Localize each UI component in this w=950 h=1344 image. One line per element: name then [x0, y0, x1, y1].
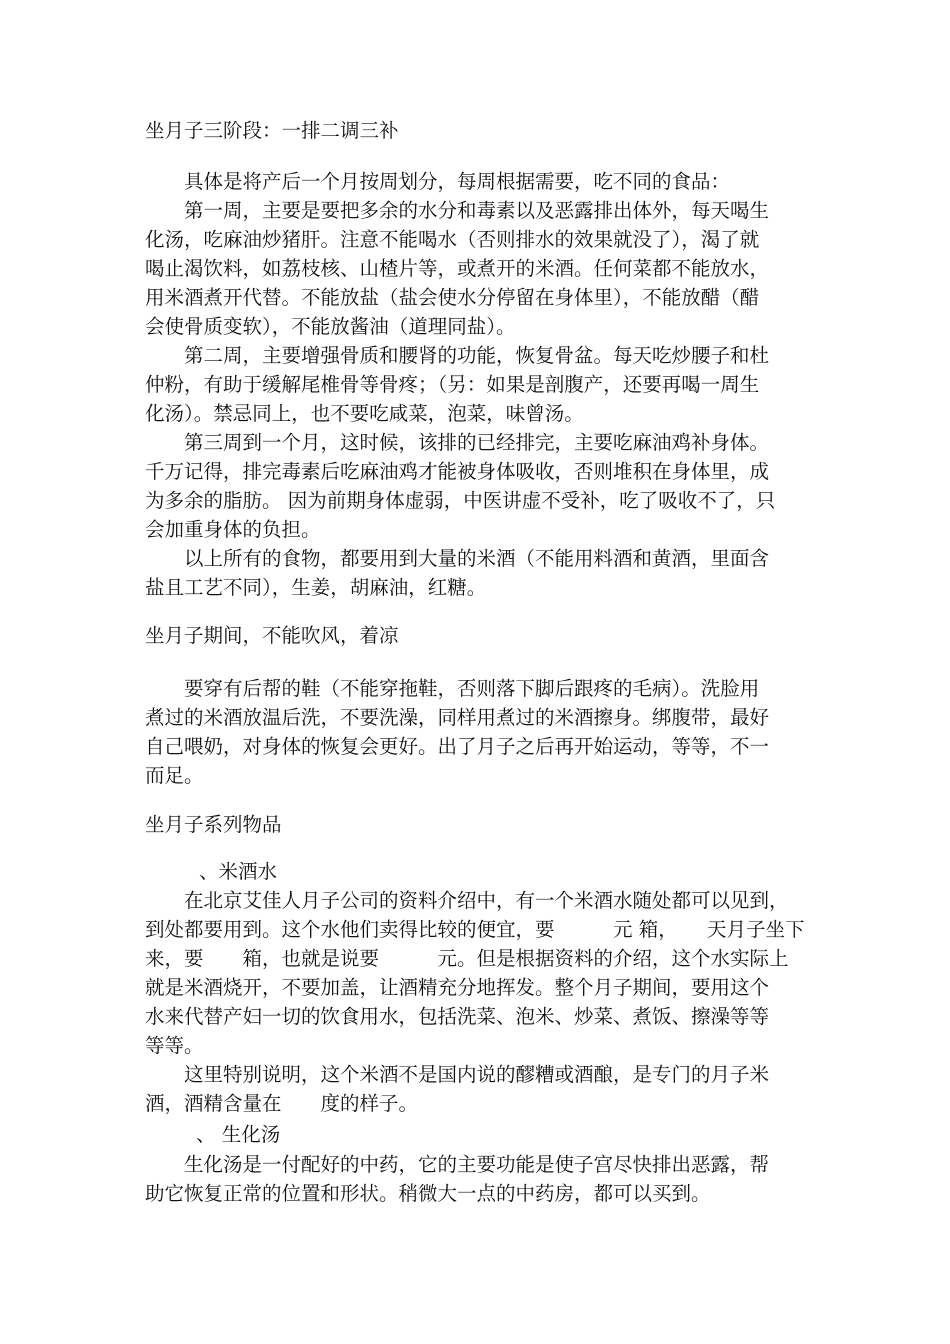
- text-line: 化汤）。禁忌同上，也不要吃咸菜，泡菜，味曾汤。: [145, 402, 584, 425]
- text-line: 第一周，主要是要把多余的水分和毒素以及恶露排出体外，每天喝生: [145, 199, 770, 222]
- text-line: 煮过的米酒放温后洗，不要洗澡，同样用煮过的米酒擦身。绑腹带，最好: [145, 706, 770, 729]
- text-line: 等等。: [145, 1034, 204, 1057]
- text-line: 就是米酒烧开，不要加盖，让酒精充分地挥发。整个月子期间，要用这个: [145, 976, 770, 999]
- text-line: 水来代替产妇一切的饮食用水，包括洗菜、泡米、炒菜、煮饭、擦澡等等: [145, 1005, 770, 1028]
- text-line: 第三周到一个月，这时候，该排的已经排完，主要吃麻油鸡补身体。: [145, 431, 770, 454]
- text-line: 要穿有后帮的鞋（不能穿拖鞋，否则落下脚后跟疼的毛病）。洗脸用: [145, 677, 760, 700]
- text-line: 这里特别说明，这个米酒不是国内说的醪糟或酒酿，是专门的月子米: [145, 1063, 770, 1086]
- section-heading-items: 坐月子系列物品: [145, 813, 282, 836]
- text-line: 会加重身体的负担。: [145, 518, 321, 541]
- text-line: 酒，酒精含量在 度的样子。: [145, 1092, 419, 1115]
- section-body-no-wind: [145, 674, 805, 790]
- text-line: 第二周，主要增强骨质和腰肾的功能，恢复骨盆。每天吃炒腰子和杜: [145, 344, 770, 367]
- text-line: 仲粉，有助于缓解尾椎骨等骨疼；（另：如果是剖腹产，还要再喝一周生: [145, 373, 760, 396]
- item-title-shenghua-soup: 、 生化汤: [196, 1123, 281, 1146]
- text-line: 而足。: [145, 764, 204, 787]
- text-line: 具体是将产后一个月按周划分，每周根据需要，吃不同的食品：: [145, 170, 731, 193]
- text-line: 盐且工艺不同），生姜，胡麻油，红糖。: [145, 576, 487, 599]
- text-line: 自己喂奶，对身体的恢复会更好。出了月子之后再开始运动，等等，不一: [145, 735, 770, 758]
- text-line: 到处都要用到。这个水他们卖得比较的便宜，要 元 箱， 天月子坐下: [145, 918, 805, 941]
- text-line: 千万记得，排完毒素后吃麻油鸡才能被身体吸收，否则堆积在身体里，成: [145, 460, 770, 483]
- text-line: 以上所有的食物，都要用到大量的米酒（不能用料酒和黄酒，里面含: [145, 547, 770, 570]
- text-line: 在北京艾佳人月子公司的资料介绍中，有一个米酒水随处都可以见到，: [145, 889, 789, 912]
- item-body-shenghua-soup: [145, 1150, 805, 1208]
- item-title-rice-wine-water: 、米酒水: [199, 860, 278, 883]
- section-body-three-stages: [145, 167, 805, 602]
- text-line: 助它恢复正常的位置和形状。稍微大一点的中药房，都可以买到。: [145, 1182, 711, 1205]
- text-line: 化汤，吃麻油炒猪肝。注意不能喝水（否则排水的效果就没了），渴了就: [145, 228, 760, 251]
- text-line: 为多余的脂肪。 因为前期身体虚弱，中医讲虚不受补，吃了吸收不了，只: [145, 489, 776, 512]
- text-line: 会使骨质变软），不能放酱油（道理同盐）。: [145, 315, 516, 338]
- text-line: 喝止渴饮料，如荔枝核、山楂片等，或煮开的米酒。任何菜都不能放水，: [145, 257, 770, 280]
- text-line: 生化汤是一付配好的中药，它的主要功能是使子宫尽快排出恶露，帮: [145, 1153, 770, 1176]
- text-line: 来，要 箱，也就是说要 元。但是根据资料的介绍，这个水实际上: [145, 947, 789, 970]
- text-line: 用米酒煮开代替。不能放盐（盐会使水分停留在身体里），不能放醋（醋: [145, 286, 760, 309]
- section-heading-no-wind: 坐月子期间，不能吹风，着凉: [145, 624, 399, 647]
- item-body-rice-wine-water: [145, 886, 805, 1118]
- section-heading-three-stages: 坐月子三阶段：一排二调三补: [145, 119, 399, 142]
